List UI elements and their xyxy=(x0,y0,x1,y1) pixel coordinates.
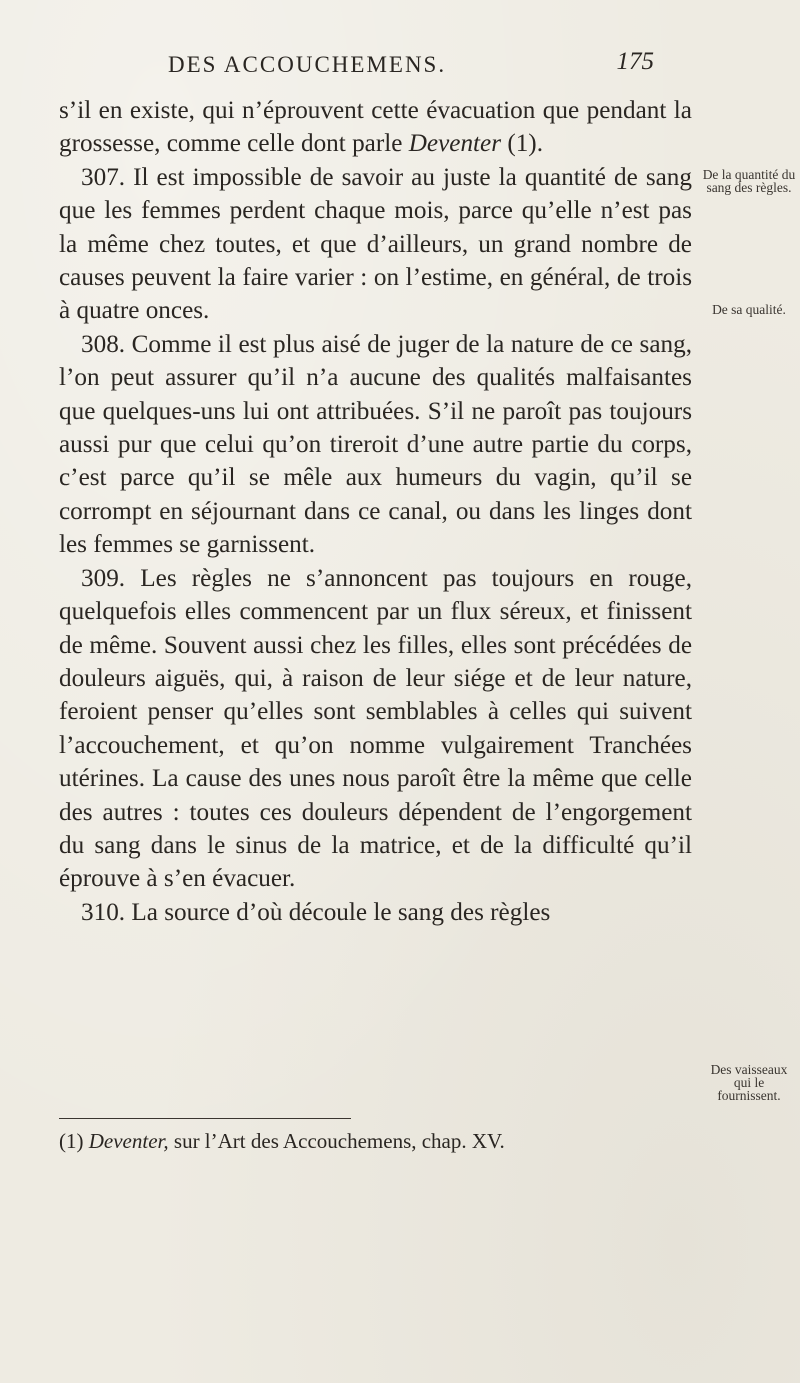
margin-note-vaisseaux: Des vaisseaux qui le fournissent. xyxy=(710,1062,788,1103)
page-number: 175 xyxy=(616,48,654,75)
paragraph-309: 309. Les règles ne s’annoncent pas toujours en rouge, quelquefois elles commencent par un flux séreux, et finissent de même. Souvent aussi chez les filles, elles sont précédées de douleurs aiguës, qui, à raison de leur siége et de leur nature, feroient penser qu’elles sont semblables à celles qui suivent l’accouchement, et qu’on nomme vulgairement Tranchées utérines. La cause des unes nous paroît être la même que celle des autres : toutes ces douleurs dépendent de l’engorgement du sang dans le sinus de la matrice, et de la difficulté qu’il éprouve à s’en évacuer. xyxy=(59,564,692,893)
paragraph-310: 310. La source d’où découle le sang des règles xyxy=(81,898,551,926)
margin-note-qualite: De sa qualité. xyxy=(712,302,786,317)
footnote-author: Deventer, xyxy=(88,1129,169,1153)
paragraph-307: 307. Il est impossible de savoir au juste la quantité de sang que les femmes perdent chaque mois, parce qu’elle n’est pas la même chez toutes, et que d’ailleurs, un grand nombre de causes peuvent la faire varier : on l’estime, en général, de trois à quatre onces. xyxy=(59,163,692,325)
page-header xyxy=(148,48,658,92)
author-name: Deventer xyxy=(408,130,502,158)
paragraph-308: 308. Comme il est plus aisé de juger de la nature de ce sang, l’on peut assurer qu’il n’a aucune des qualités malfaisantes que quelques-uns lui ont attribuées. S’il ne paroît pas toujours aussi pur que celui qu’on tireroit d’une autre partie du corps, c’est parce qu’il se mêle aux humeurs du vagin, qu’il se corrompt en séjournant dans ce canal, ou dans les linges dont les femmes se garnissent. xyxy=(59,330,692,559)
footnote-rule xyxy=(59,1118,351,1119)
footnote: (1) Deventer, sur l’Art des Accouchemens, chap. XV. xyxy=(59,1129,505,1153)
margin-note-quantite: De la quantité du sang des règles. xyxy=(702,167,796,195)
paragraph-continuation: s’il en existe, qui n’éprouvent cette évacuation que pendant la grossesse, comme celle dont parle Deventer (1). xyxy=(59,97,692,158)
running-head: DES ACCOUCHEMENS. xyxy=(168,52,447,77)
body-text xyxy=(59,94,692,929)
